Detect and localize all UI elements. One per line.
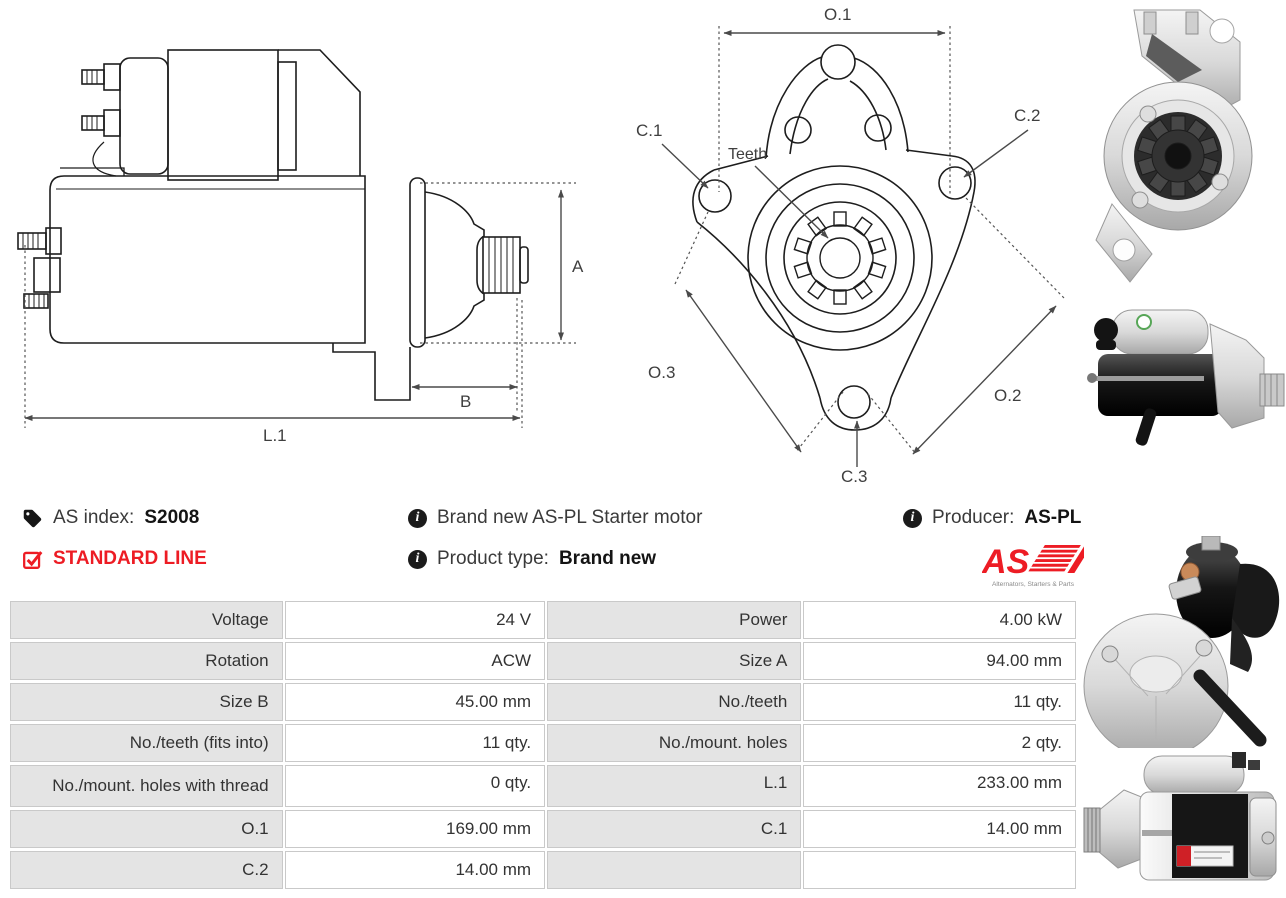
standard-line-badge	[22, 546, 207, 572]
spec-value: 11 qty.	[803, 683, 1076, 721]
spec-label: C.1	[547, 810, 801, 848]
spec-label: Rotation	[10, 642, 283, 680]
producer-line	[903, 505, 1084, 531]
spec-label: O.1	[10, 810, 283, 848]
spec-label: No./teeth (fits into)	[10, 724, 283, 762]
product-type-label: Product type:	[437, 548, 549, 569]
spec-row	[10, 851, 1076, 889]
spec-value: 11 qty.	[285, 724, 545, 762]
brand-new-text: Brand new AS-PL Starter motor	[437, 507, 703, 528]
spec-label: No./teeth	[547, 683, 801, 721]
dim-label-c1: C.1	[636, 121, 663, 140]
spec-row	[10, 765, 1076, 807]
product-photo-side[interactable]	[1082, 296, 1286, 456]
spec-table	[8, 598, 1078, 892]
spec-label: Voltage	[10, 601, 283, 639]
dim-label-o1: O.1	[824, 5, 852, 24]
product-type-value: Brand new	[558, 548, 657, 569]
gear-teeth	[794, 212, 885, 304]
as-pl-logo-tagline: Alternators, Starters & Parts	[991, 581, 1075, 588]
spec-value: 14.00 mm	[285, 851, 545, 889]
tag-icon	[22, 508, 43, 529]
as-index-label: AS index:	[53, 507, 135, 528]
product-photo-profile[interactable]	[1082, 750, 1286, 896]
producer-block	[903, 505, 1084, 595]
dim-label-a: A	[572, 257, 584, 276]
producer-value: AS-PL	[1024, 507, 1082, 528]
spec-label: Size B	[10, 683, 283, 721]
product-photo-rear[interactable]	[1082, 536, 1286, 748]
dim-label-c3: C.3	[841, 467, 868, 486]
front-view-technical-drawing	[600, 0, 1092, 492]
spec-row	[10, 683, 1076, 721]
spec-label: C.2	[10, 851, 283, 889]
dim-label-o2: O.2	[994, 386, 1022, 405]
product-photo-front[interactable]	[1082, 4, 1286, 290]
dim-label-b: B	[460, 392, 472, 411]
side-view-technical-drawing	[8, 0, 592, 462]
spec-label: No./mount. holes	[547, 724, 801, 762]
dim-label-l1: L.1	[263, 426, 287, 445]
spec-value: 169.00 mm	[285, 810, 545, 848]
brand-new-line	[408, 505, 702, 531]
spec-label: Size A	[547, 642, 801, 680]
spec-value	[803, 851, 1076, 889]
spec-value: ACW	[285, 642, 545, 680]
spec-value: 14.00 mm	[803, 810, 1076, 848]
spec-value: 4.00 kW	[803, 601, 1076, 639]
as-pl-logo	[982, 540, 1084, 590]
teeth-label: Teeth	[728, 146, 768, 163]
dim-label-c2: C.2	[1014, 106, 1041, 125]
spec-value: 0 qty.	[285, 765, 545, 807]
spec-value: 45.00 mm	[285, 683, 545, 721]
product-type-line	[408, 546, 702, 572]
spec-label: No./mount. holes with thread	[10, 765, 283, 807]
spec-row	[10, 642, 1076, 680]
product-id-block	[22, 505, 207, 587]
producer-label: Producer:	[932, 507, 1015, 528]
as-pl-logo-text: AS	[982, 543, 1030, 581]
spec-value: 233.00 mm	[803, 765, 1076, 807]
as-index-value: S2008	[144, 507, 200, 528]
spec-row	[10, 724, 1076, 762]
info-icon: i	[408, 509, 427, 528]
spec-value: 2 qty.	[803, 724, 1076, 762]
info-icon: i	[903, 509, 922, 528]
spec-value: 94.00 mm	[803, 642, 1076, 680]
info-icon: i	[408, 550, 427, 569]
spec-value: 24 V	[285, 601, 545, 639]
spec-label	[547, 851, 801, 889]
spec-label: Power	[547, 601, 801, 639]
as-index-line	[22, 505, 207, 531]
standard-line-label: STANDARD LINE	[53, 548, 207, 569]
dimension-extension-lines	[25, 183, 576, 428]
spec-label: L.1	[547, 765, 801, 807]
spec-row	[10, 601, 1076, 639]
as-pl-logo-stripes	[1027, 543, 1084, 573]
checkbox-checked-icon	[22, 549, 43, 570]
spec-row	[10, 810, 1076, 848]
dim-label-o3: O.3	[648, 363, 676, 382]
product-description-block	[408, 505, 702, 587]
